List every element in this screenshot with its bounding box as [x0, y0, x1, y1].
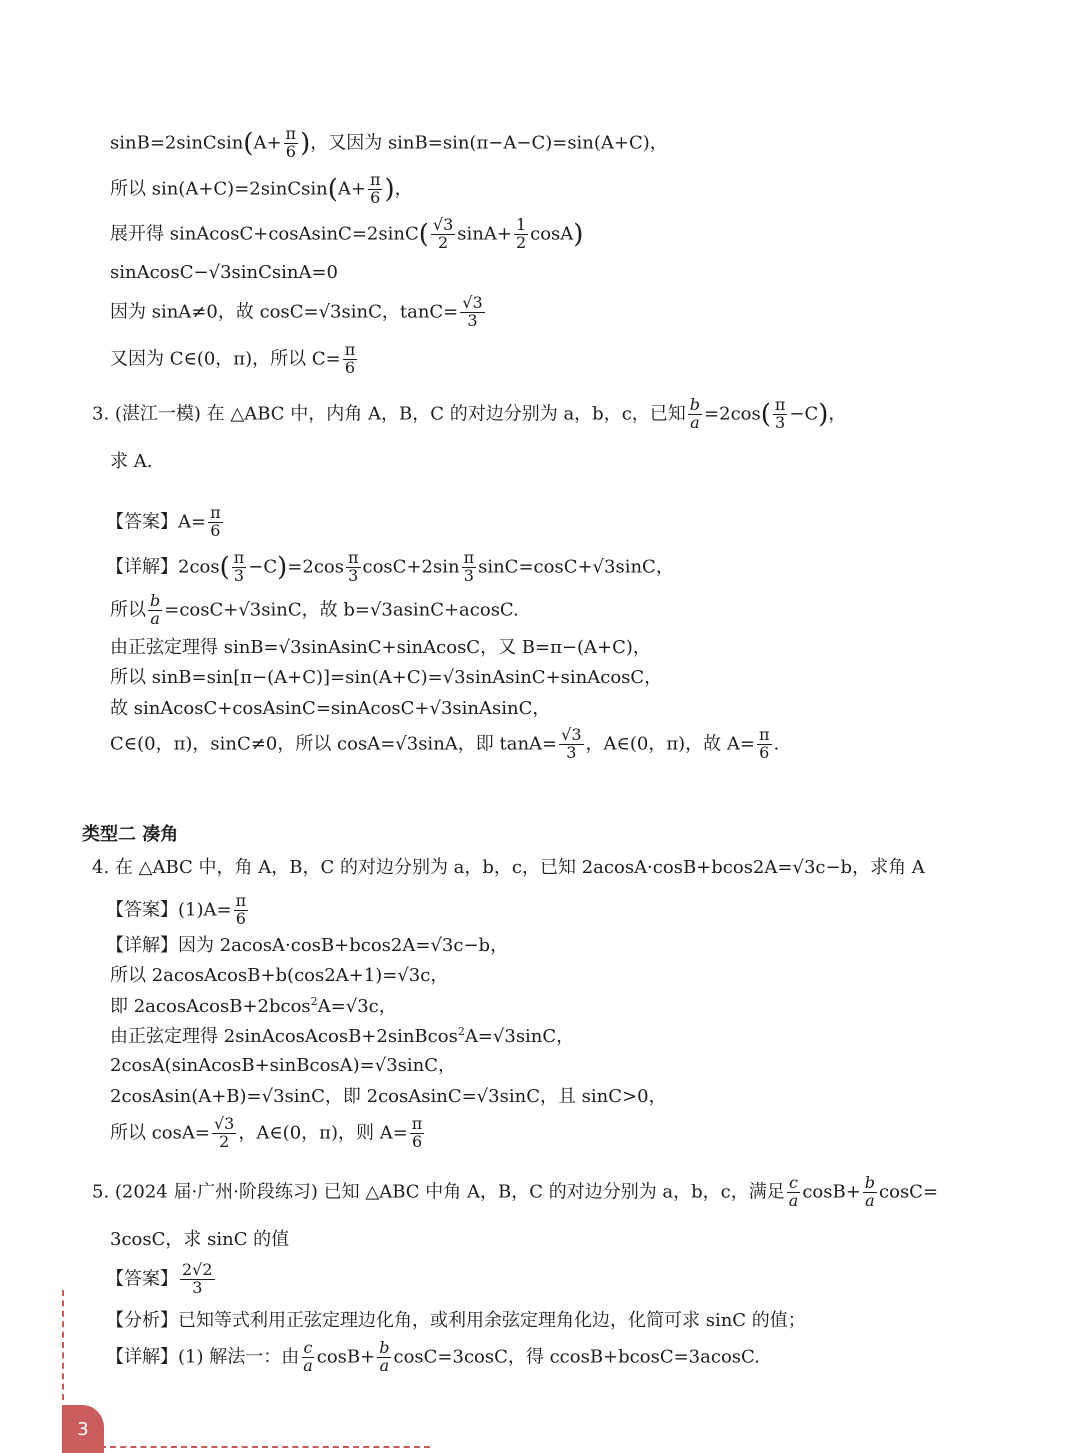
detail-label: 【详解】 [106, 556, 178, 578]
math-text: A+ [253, 132, 282, 154]
footer-dashed-line [100, 1446, 430, 1448]
detail-4-line-3 [110, 995, 397, 1018]
question-3-stem: 3. (湛江一模) 在 △ABC 中，内角 A，B，C 的对边分别为 a，b，c，已知 $\frac{b}{a}$ =2cos( $\frac{\pi}{3}$ −C)， [92, 395, 847, 432]
math-text: 又因为 C∈(0，π)，所以 C= [110, 348, 341, 370]
detail-4-line-1 [106, 935, 508, 957]
fraction: $\frac{c}{a}$ [303, 1338, 313, 1375]
math-text: ， [828, 403, 847, 425]
math-text: sinC=cosC+√3sinC， [478, 556, 674, 578]
math-text: cosC=3cosC，得 ccosB+bcosC=3acosC. [393, 1346, 760, 1368]
fraction: $\frac{b}{a}$ [379, 1338, 390, 1375]
math-text: =2cos [704, 403, 761, 425]
detail-3-line-5: 故 sinAcosC+cosAsinC=sinAcosC+√3sinAsinC， [110, 698, 551, 719]
fraction: $\frac{√3}{3}$ [561, 725, 582, 762]
detail-label: 【详解】 [106, 935, 178, 956]
detail-label: 【详解】 [106, 1346, 178, 1368]
math-text: A= [178, 511, 207, 533]
fraction: $\frac{\pi}{3}$ [463, 548, 475, 585]
math-text: =cosC+√3sinC，故 b=√3asinC+acosC. [164, 599, 519, 621]
detail-4-line-6: 2cosAsin(A+B)=√3sinC，即 2cosAsinC=√3sinC，且 sinC>0， [110, 1086, 667, 1107]
detail-4-line-5: 2cosA(sinAcosB+sinBcosA)=√3sinC， [110, 1055, 457, 1076]
math-text: (1)A= [178, 899, 232, 921]
solution-line-3: 展开得 sinAcosC+cosAsinC=2sinC( $\frac{√3}{2}$ sinA+ $\frac{1}{2}$ cosA) [110, 215, 584, 252]
fraction: $\frac{√3}{2}$ [432, 215, 454, 252]
superscript: 2 [310, 995, 318, 1008]
fraction: $\frac{1}{2}$ [515, 215, 527, 252]
answer-label: 【答案】 [106, 511, 178, 533]
answer-label: 【答案】 [106, 899, 178, 921]
detail-4-line-7 [110, 1116, 426, 1151]
math-text: sinB=2sinCsin [110, 132, 244, 154]
math-text: sinA+ [457, 223, 512, 245]
math-text: ，A∈(0，π)，则 A= [238, 1122, 408, 1144]
solution-line-1: sinB=2sinCsin(A+ $\frac{\pi}{6}$ )，又因为 sinB=sin(π−A−C)=sin(A+C)， [110, 124, 668, 161]
fraction: $\frac{\pi}{6}$ [344, 340, 356, 377]
math-text: cosB+ [316, 1346, 376, 1368]
solution-line-5 [110, 295, 487, 330]
math-text: 即 2acosAcosB+2bcos [110, 996, 311, 1017]
math-text: . [773, 733, 780, 755]
question-text: 5. (2024 届·广州·阶段练习) 已知 △ABC 中角 A，B，C 的对边分别为 a，b，c，满足 [92, 1181, 785, 1203]
math-text: A=√3c， [317, 996, 397, 1017]
detail-5-line-1 [106, 1340, 760, 1375]
answer-5 [106, 1262, 217, 1297]
fraction: $\frac{b}{a}$ [689, 395, 701, 432]
detail-3-line-4: 所以 sinB=sin[π−(A+C)]=sin(A+C)=√3sinAsinC+sinAcosC， [110, 667, 663, 688]
solution-line-2: 所以 sin(A+C)=2sinCsin(A+ $\frac{\pi}{6}$ )， [110, 170, 413, 207]
math-text: 展开得 sinAcosC+cosAsinC=2sinC [110, 223, 419, 245]
fraction: $\frac{\pi}{6}$ [758, 725, 770, 762]
math-text: cosC= [879, 1181, 939, 1203]
answer-4 [106, 893, 250, 928]
math-text: cosC+2sin [362, 556, 460, 578]
question-text: 3. (湛江一模) 在 △ABC 中，内角 A，B，C 的对边分别为 a，b，c，已知 [92, 403, 686, 425]
fraction: $\frac{\pi}{3}$ [233, 548, 245, 585]
section-heading: 类型二 凑角 [82, 824, 179, 845]
fraction: $\frac{b}{a}$ [864, 1173, 876, 1210]
fraction: $\frac{\pi}{6}$ [285, 124, 297, 161]
math-text: cosA [530, 223, 574, 245]
fraction: $\frac{√3}{3}$ [462, 293, 483, 330]
math-text: 因为 2acosA·cosB+bcos2A=√3c−b， [178, 935, 509, 956]
fraction: $\frac{\pi}{6}$ [210, 503, 221, 540]
fraction: $\frac{\pi}{3}$ [774, 395, 786, 432]
math-text: cosB+ [802, 1181, 861, 1203]
page-number: 3 [77, 1418, 89, 1440]
analysis-5 [106, 1310, 806, 1332]
detail-3-line-1: 【详解】2cos( $\frac{\pi}{3}$ −C)=2cos $\frac{\pi}{3}$ cosC+2sin $\frac{\pi}{3}$ sinC=cosC+√3sinC， [106, 548, 674, 585]
fraction: $\frac{\pi}{6}$ [411, 1114, 423, 1151]
math-text: C∈(0，π)，sinC≠0，所以 cosA=√3sinA，即 tanA= [110, 733, 558, 755]
math-text: −C [789, 403, 819, 425]
detail-4-line-4 [110, 1025, 574, 1048]
math-text: 所以 sin(A+C)=2sinCsin [110, 178, 328, 200]
analysis-text: 已知等式利用正弦定理边化角，或利用余弦定理角化边，化简可求 sinC 的值； [178, 1310, 806, 1331]
question-3-stem-cont: 求 A. [110, 451, 153, 472]
fraction: $\frac{2√2}{3}$ [182, 1260, 213, 1297]
analysis-label: 【分析】 [106, 1310, 178, 1331]
question-4-stem: 4. 在 △ABC 中，角 A，B，C 的对边分别为 a，b，c，已知 2acosA·cosB+bcos2A=√3c−b，求角 A [92, 857, 925, 878]
answer-3 [106, 505, 225, 540]
margin-dashed-line [62, 1290, 64, 1400]
superscript: 2 [457, 1025, 465, 1038]
fraction: $\frac{\pi}{6}$ [235, 891, 247, 928]
solution-line-6 [110, 342, 359, 377]
math-text: 2cos [178, 556, 220, 578]
fraction: $\frac{\pi}{6}$ [369, 170, 381, 207]
detail-3-line-2 [110, 593, 519, 628]
fraction: $\frac{√3}{2}$ [213, 1114, 235, 1151]
math-text: =2cos [287, 556, 344, 578]
math-text: 所以 [110, 599, 146, 621]
detail-3-line-3: 由正弦定理得 sinB=√3sinAsinC+sinAcosC，又 B=π−(A+C)， [110, 637, 651, 658]
math-text: A+ [337, 178, 366, 200]
math-text: (1) 解法一：由 [178, 1346, 300, 1368]
fraction: $\frac{b}{a}$ [150, 591, 161, 628]
math-text: ， [394, 178, 413, 200]
page-number-tab [62, 1405, 104, 1453]
math-text: 因为 sinA≠0，故 cosC=√3sinC，tanC= [110, 301, 459, 323]
math-text: ，A∈(0，π)，故 A= [585, 733, 755, 755]
question-5-stem-cont: 3cosC，求 sinC 的值 [110, 1229, 290, 1250]
math-text: A=√3sinC， [464, 1026, 575, 1047]
fraction: $\frac{c}{a}$ [788, 1173, 799, 1210]
math-text: 所以 cosA= [110, 1122, 210, 1144]
solution-line-4: sinAcosC−√3sinCsinA=0 [110, 262, 338, 283]
detail-3-line-6 [110, 727, 779, 762]
math-text: ，又因为 sinB=sin(π−A−C)=sin(A+C)， [310, 132, 668, 154]
math-text: 由正弦定理得 2sinAcosAcosB+2sinBcos [110, 1026, 458, 1047]
answer-label: 【答案】 [106, 1268, 178, 1290]
detail-4-line-2: 所以 2acosAcosB+b(cos2A+1)=√3c， [110, 965, 449, 986]
fraction: $\frac{\pi}{3}$ [348, 548, 359, 585]
math-text: −C [248, 556, 278, 578]
question-5-stem [92, 1175, 938, 1210]
